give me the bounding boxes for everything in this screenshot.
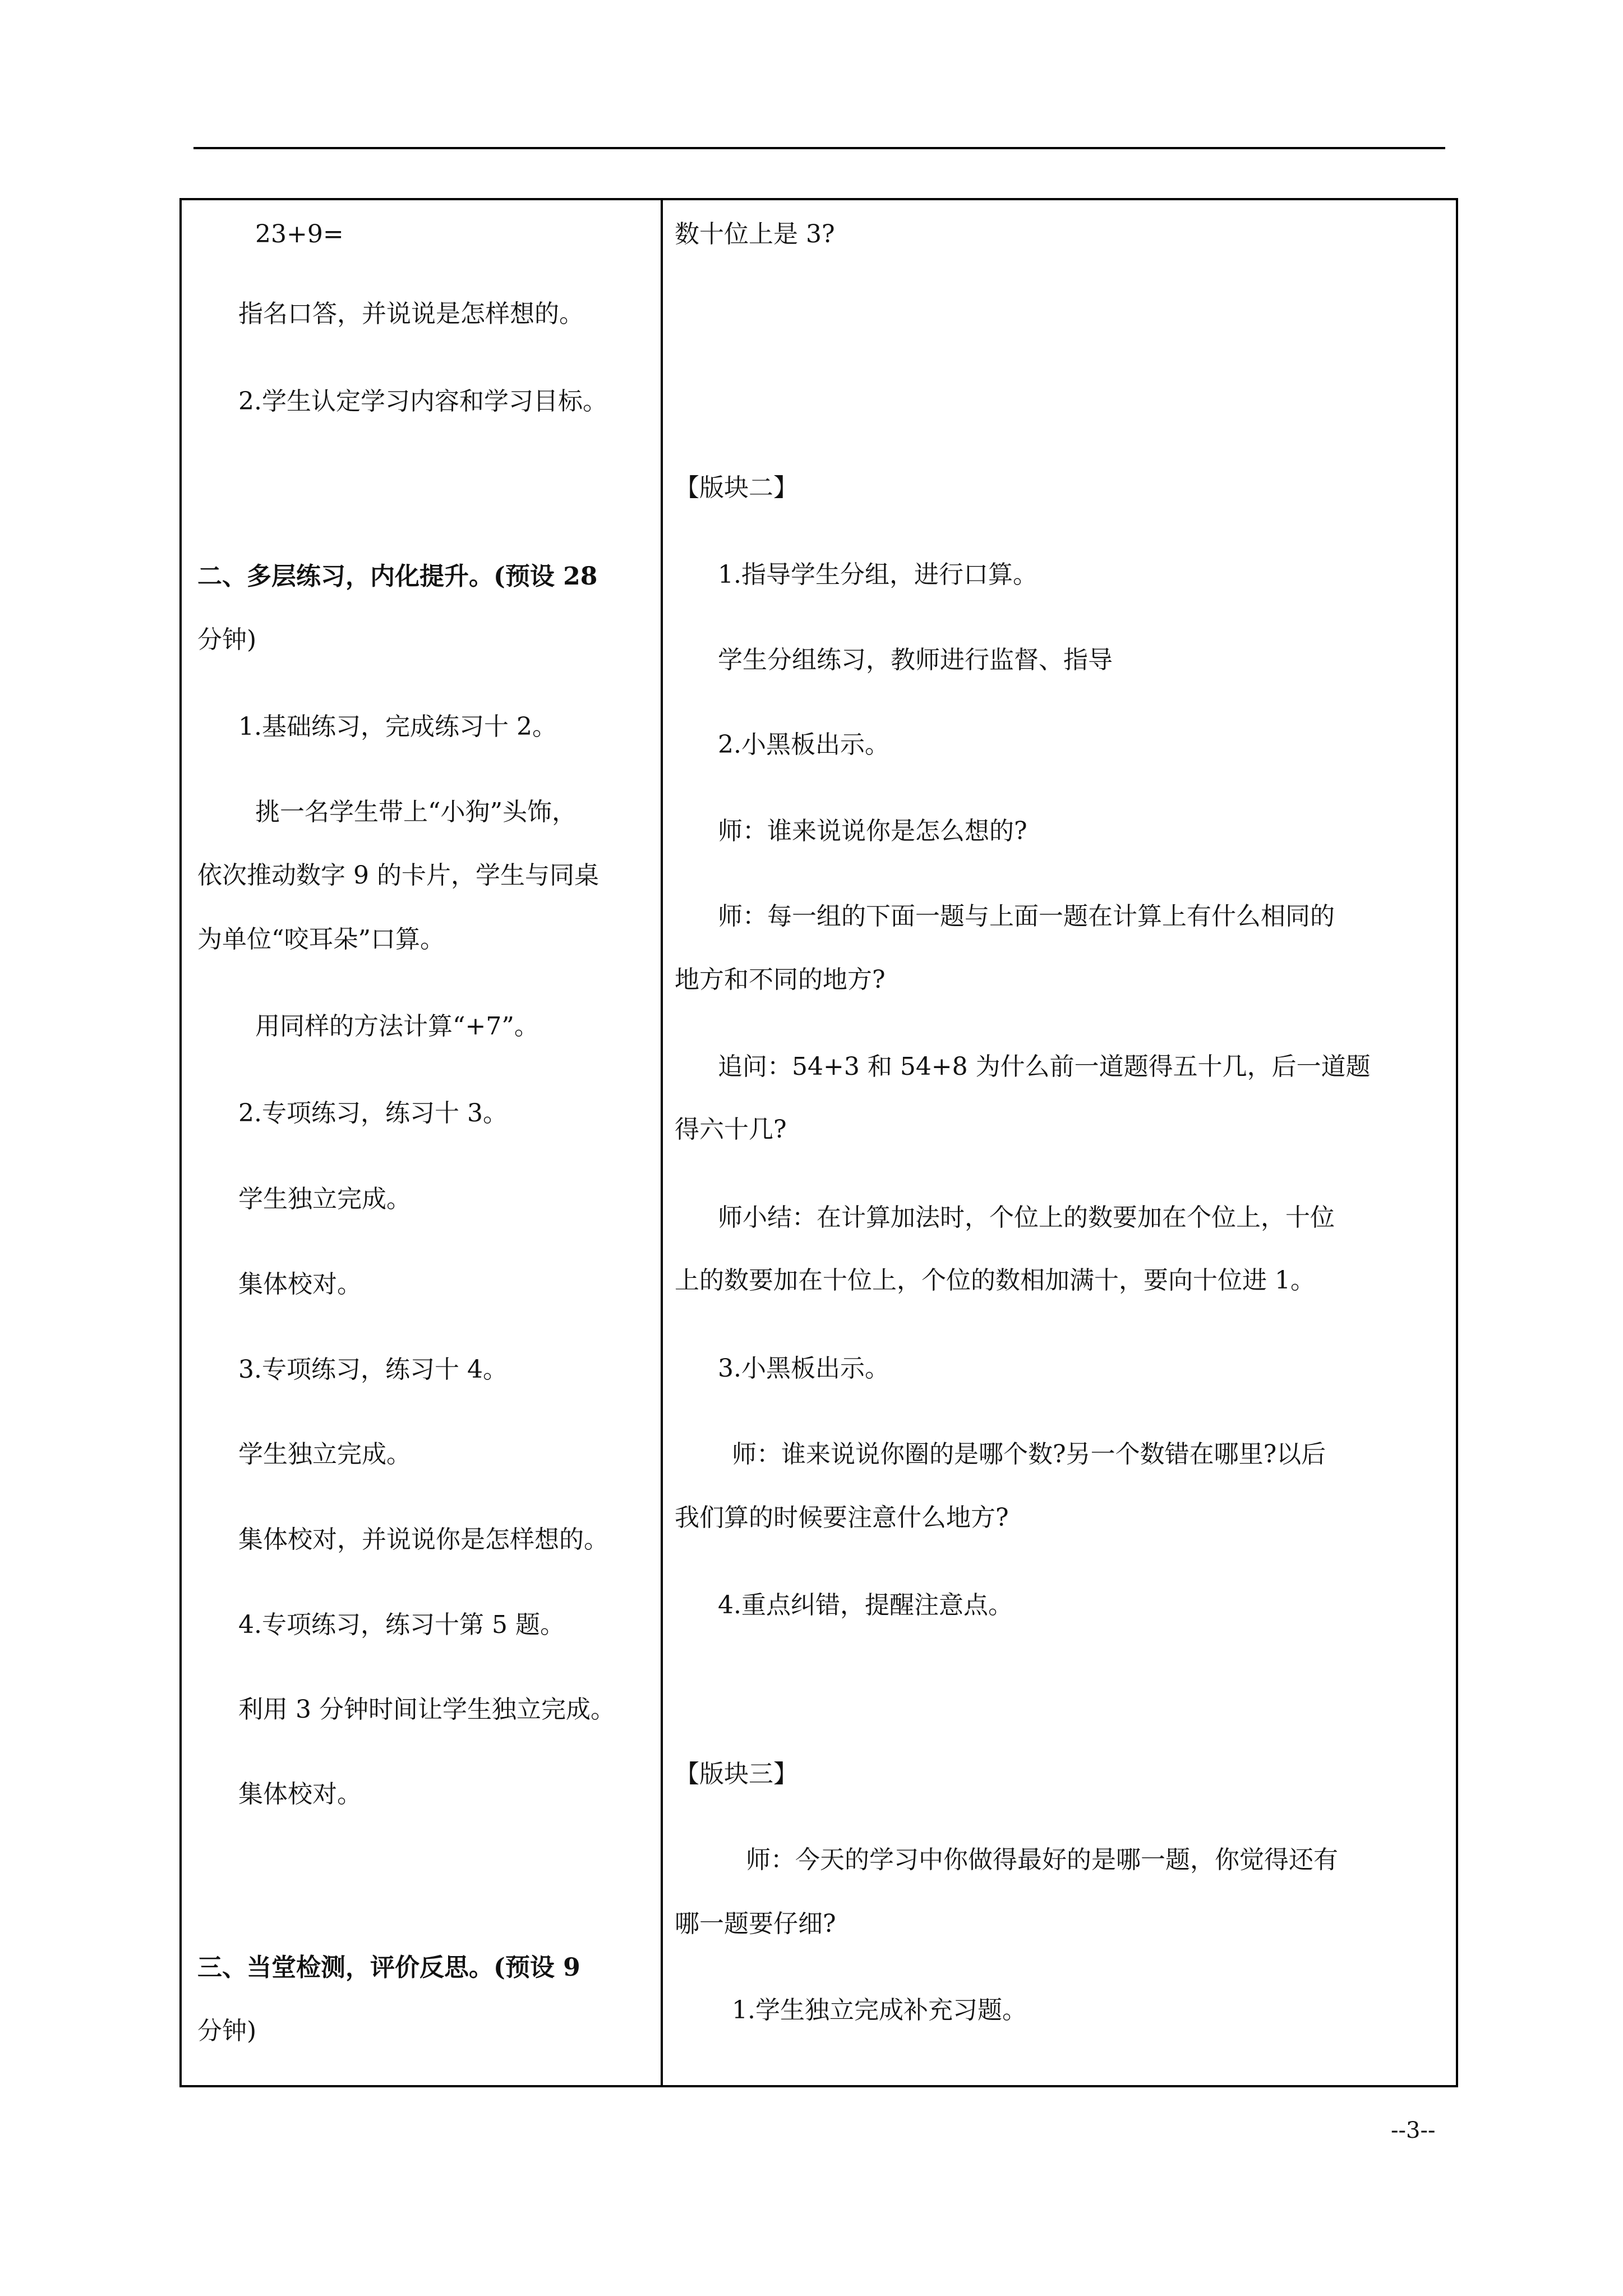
left-line: 4.专项练习，练习十第 5 题。 bbox=[238, 1611, 565, 1639]
right-line: 哪一题要仔细? bbox=[675, 1910, 836, 1938]
right-line: 3.小黑板出示。 bbox=[718, 1354, 889, 1383]
left-line: 学生独立完成。 bbox=[238, 1440, 411, 1469]
right-line: 师：今天的学习中你做得最好的是哪一题，你觉得还有 bbox=[746, 1846, 1338, 1874]
left-line: 2.专项练习，练习十 3。 bbox=[238, 1099, 508, 1128]
page-number: --3-- bbox=[1391, 2118, 1436, 2143]
right-line: 师小结：在计算加法时，个位上的数要加在个位上，十位 bbox=[718, 1203, 1335, 1232]
header-rule bbox=[193, 147, 1445, 149]
right-line: 1.学生独立完成补充习题。 bbox=[732, 1996, 1027, 2024]
right-line: 追问：54+3 和 54+8 为什么前一道题得五十几，后一道题 bbox=[718, 1052, 1371, 1081]
block-heading: 【版块三】 bbox=[675, 1760, 798, 1788]
right-line: 地方和不同的地方? bbox=[675, 965, 886, 994]
right-line: 得六十几? bbox=[675, 1115, 787, 1144]
left-line: 指名口答，并说说是怎样想的。 bbox=[238, 300, 584, 328]
left-line: 1.基础练习，完成练习十 2。 bbox=[238, 712, 557, 741]
left-line: 分钟) bbox=[197, 625, 257, 654]
right-line: 师：每一组的下面一题与上面一题在计算上有什么相同的 bbox=[718, 902, 1335, 931]
right-line: 2.小黑板出示。 bbox=[718, 730, 889, 759]
left-line: 2.学生认定学习内容和学习目标。 bbox=[238, 387, 607, 416]
right-line: 上的数要加在十位上，个位的数相加满十，要向十位进 1。 bbox=[675, 1266, 1315, 1295]
right-line: 我们算的时候要注意什么地方? bbox=[675, 1503, 1009, 1532]
right-line: 数十位上是 3? bbox=[675, 220, 835, 249]
left-line: 学生独立完成。 bbox=[238, 1185, 411, 1213]
column-divider bbox=[661, 198, 663, 2087]
left-line: 分钟) bbox=[197, 2017, 257, 2045]
section-heading: 三、当堂检测，评价反思。(预设 9 bbox=[197, 1953, 580, 1982]
left-line: 挑一名学生带上“小狗”头饰， bbox=[255, 798, 577, 826]
left-line: 集体校对。 bbox=[238, 1780, 362, 1809]
right-line: 师：谁来说说你圈的是哪个数?另一个数错在哪里?以后 bbox=[732, 1440, 1326, 1469]
section-heading: 二、多层练习，内化提升。(预设 28 bbox=[197, 562, 598, 591]
right-line: 师：谁来说说你是怎么想的? bbox=[718, 817, 1027, 845]
left-line: 集体校对，并说说你是怎样想的。 bbox=[238, 1525, 608, 1554]
right-line: 4.重点纠错，提醒注意点。 bbox=[718, 1591, 1013, 1619]
left-line: 用同样的方法计算“+7”。 bbox=[255, 1012, 539, 1041]
right-line: 学生分组练习，教师进行监督、指导 bbox=[718, 646, 1113, 674]
left-line: 3.专项练习，练习十 4。 bbox=[238, 1355, 508, 1384]
left-line: 依次推动数字 9 的卡片，学生与同桌 bbox=[197, 861, 599, 890]
lesson-table bbox=[179, 198, 1458, 2087]
left-line: 集体校对。 bbox=[238, 1270, 362, 1299]
left-line: 23+9= bbox=[255, 220, 344, 249]
right-line: 1.指导学生分组，进行口算。 bbox=[718, 560, 1038, 589]
left-line: 为单位“咬耳朵”口算。 bbox=[197, 925, 445, 954]
left-line: 利用 3 分钟时间让学生独立完成。 bbox=[238, 1695, 615, 1724]
block-heading: 【版块二】 bbox=[675, 473, 798, 502]
